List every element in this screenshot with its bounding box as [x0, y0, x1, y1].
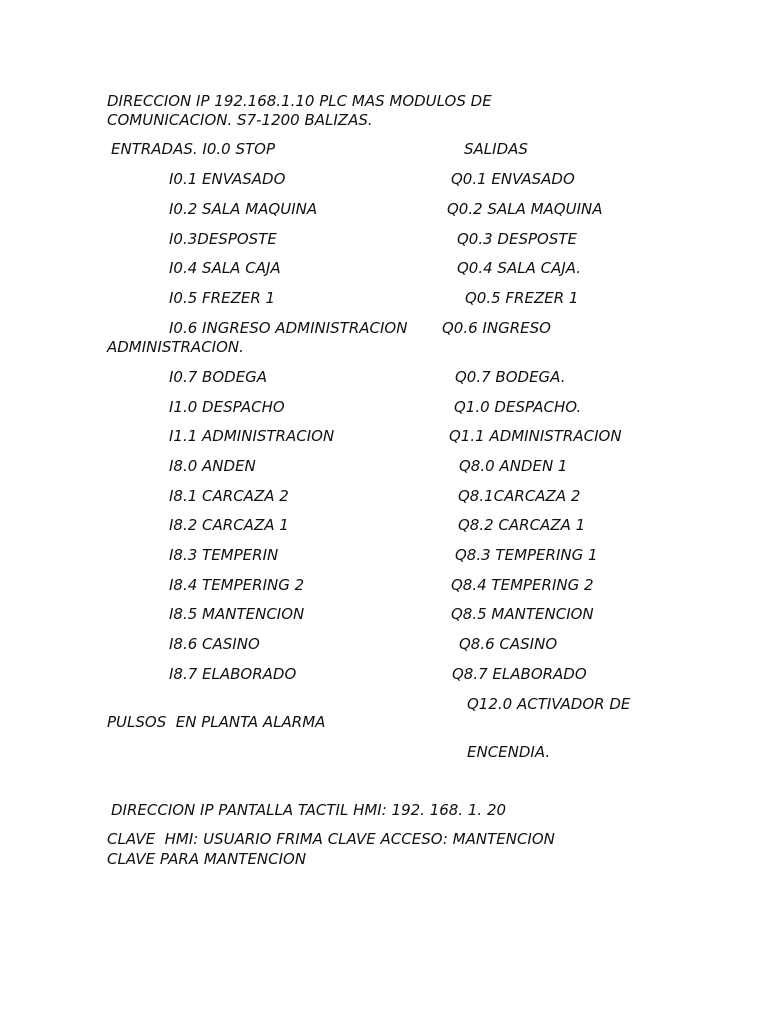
input-label: I8.7 ELABORADO — [169, 665, 297, 683]
input-label: I8.4 TEMPERING 2 — [169, 576, 305, 594]
input-label: I1.0 DESPACHO — [169, 398, 285, 416]
input-label: I0.5 FREZER 1 — [169, 289, 276, 307]
alarm-line-2: PULSOS EN PLANTA ALARMA — [107, 713, 326, 731]
output-label: Q0.1 ENVASADO — [451, 170, 575, 188]
header-line-1: DIRECCION IP 192.168.1.10 PLC MAS MODULOS DE — [107, 92, 492, 110]
output-label: Q0.2 SALA MAQUINA — [447, 200, 603, 218]
output-label: Q0.7 BODEGA. — [455, 368, 566, 386]
output-continuation: ADMINISTRACION. — [107, 338, 244, 356]
input-label: I0.3DESPOSTE — [169, 230, 277, 248]
output-label: Q1.1 ADMINISTRACION — [449, 427, 622, 445]
input-label: I8.0 ANDEN — [169, 457, 256, 475]
hmi-clave-line-2: CLAVE PARA MANTENCION — [107, 850, 307, 868]
output-label: Q8.0 ANDEN 1 — [459, 457, 568, 475]
output-label: Q8.7 ELABORADO — [452, 665, 587, 683]
output-label: Q8.2 CARCAZA 1 — [458, 516, 586, 534]
output-label: Q8.3 TEMPERING 1 — [455, 546, 598, 564]
alarm-line-3: ENCENDIA. — [467, 743, 551, 761]
entradas-heading: ENTRADAS. I0.0 STOP — [111, 140, 275, 158]
hmi-ip-line: DIRECCION IP PANTALLA TACTIL HMI: 192. 168. 1. 20 — [111, 801, 507, 819]
input-label: I8.5 MANTENCION — [169, 605, 305, 623]
input-label: I8.2 CARCAZA 1 — [169, 516, 289, 534]
output-label: Q0.3 DESPOSTE — [457, 230, 577, 248]
input-label: I0.7 BODEGA — [169, 368, 268, 386]
input-label: I0.2 SALA MAQUINA — [169, 200, 318, 218]
output-label: Q8.4 TEMPERING 2 — [451, 576, 594, 594]
hmi-clave-line-1: CLAVE HMI: USUARIO FRIMA CLAVE ACCESO: MANTENCION — [107, 830, 555, 848]
input-label: I0.6 INGRESO ADMINISTRACION — [169, 319, 408, 337]
input-label: I8.6 CASINO — [169, 635, 260, 653]
output-label: Q8.1CARCAZA 2 — [458, 487, 581, 505]
input-label: I8.1 CARCAZA 2 — [169, 487, 289, 505]
salidas-heading: SALIDAS — [464, 140, 528, 158]
input-label: I0.4 SALA CAJA — [169, 259, 281, 277]
output-label: Q0.6 INGRESO — [442, 319, 551, 337]
output-label: Q8.5 MANTENCION — [451, 605, 594, 623]
header-line-2: COMUNICACION. S7-1200 BALIZAS. — [107, 111, 373, 129]
output-label: Q0.5 FREZER 1 — [465, 289, 579, 307]
output-label: Q1.0 DESPACHO. — [454, 398, 582, 416]
output-label: Q0.4 SALA CAJA. — [457, 259, 582, 277]
input-label: I1.1 ADMINISTRACION — [169, 427, 335, 445]
output-label: Q8.6 CASINO — [459, 635, 558, 653]
input-label: I0.1 ENVASADO — [169, 170, 286, 188]
input-label: I8.3 TEMPERIN — [169, 546, 279, 564]
alarm-line-1: Q12.0 ACTIVADOR DE — [467, 695, 631, 713]
